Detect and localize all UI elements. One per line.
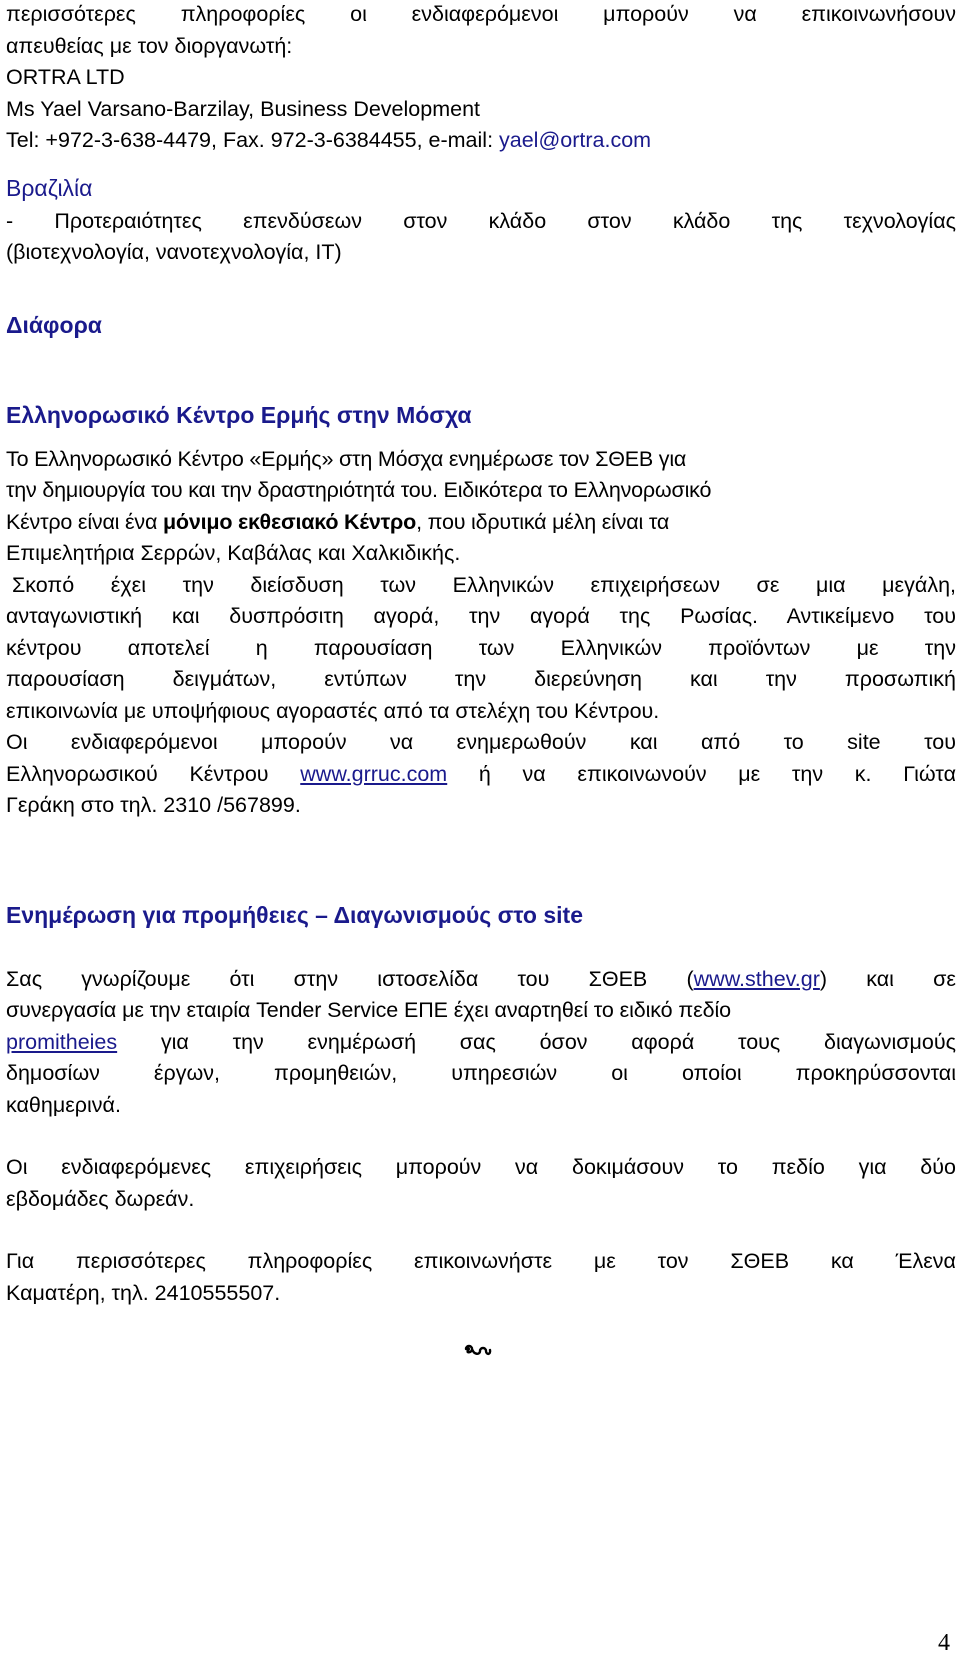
organizer-email-link[interactable]: yael@ortra.com	[499, 128, 652, 152]
tenders-p2-line-1: Οι ενδιαφερόμενες επιχειρήσεις μπορούν να δοκιμάσουν το πεδίο για δύο	[6, 1155, 956, 1179]
hermes-line-2: την δημιουργία του και την δραστηριότητά του. Ειδικότερα το Ελληνορωσικό	[6, 478, 712, 502]
hermes-line-11-post: ή να επικοινωνούν με την κ. Γιώτα	[447, 761, 956, 786]
tenders-p3-line-1: Για περισσότερες πληροφορίες επικοινωνήστε με τον ΣΘΕΒ κα Έλενα	[6, 1249, 956, 1273]
tenders-p1-line-3	[6, 1027, 956, 1059]
sthev-link[interactable]: www.sthev.gr	[693, 966, 820, 991]
organizer-phone: Tel: +972-3-638-4479, Fax. 972-3-6384455, e-mail:	[6, 128, 500, 152]
hermes-line-1: Το Ελληνορωσικό Κέντρο «Ερμής» στη Μόσχα ενημέρωσε τον ΣΘΕΒ για	[6, 446, 687, 471]
hermes-line-3	[6, 507, 956, 539]
intro-line-1: περισσότερες πληροφορίες οι ενδιαφερόμενοι μπορούν να επικοινωνήσουν	[6, 2, 956, 26]
brazil-block	[6, 173, 956, 269]
hermes-line-4: Επιμελητήρια Σερρών, Καβάλας και Χαλκιδικής.	[6, 541, 461, 565]
tenders-block	[6, 900, 956, 1309]
hermes-permanent-center: μόνιμο εκθεσιακό Κέντρο	[162, 509, 417, 534]
hermes-line-3-pre: Κέντρο είναι ένα	[6, 509, 163, 534]
hermes-heading: Ελληνορωσικό Κέντρο Ερμής στην Μόσχα	[6, 402, 472, 428]
intro-block	[6, 0, 956, 157]
hermes-line-11	[6, 759, 956, 791]
hermes-line-5: Σκοπό έχει την διείσδυση των Ελληνικών επιχειρήσεων σε μια μεγάλη,	[12, 572, 956, 597]
intro-line-2: απευθείας με τον διοργανωτή:	[6, 33, 293, 58]
ornament-icon-svg	[464, 1343, 492, 1359]
tenders-p1-line-1-post: ) και σε	[819, 966, 957, 991]
hermes-line-3-post: , που ιδρυτικά μέλη είναι τα	[416, 509, 670, 534]
hermes-line-11-pre: Ελληνορωσικού Κέντρου	[6, 761, 301, 786]
hermes-block	[6, 400, 956, 822]
tenders-heading: Ενημέρωση για προμήθειες – Διαγωνισμούς στο site	[6, 902, 583, 928]
tenders-p1-line-1-pre: Σας γνωρίζουμε ότι στην ιστοσελίδα του ΣΘΕΒ (	[6, 966, 694, 991]
organizer-name: ORTRA LTD	[6, 65, 125, 89]
tenders-p1-line-1	[6, 964, 956, 996]
hermes-line-12: Γεράκη στο τηλ. 2310 /567899.	[6, 793, 301, 817]
hermes-line-10: Οι ενδιαφερόμενοι μπορούν να ενημερωθούν και από το site του	[6, 730, 956, 754]
tenders-p1-line-2: συνεργασία με την εταιρία Tender Service ΕΠΕ έχει αναρτηθεί το ειδικό πεδίο	[6, 998, 732, 1022]
page-number: 4	[938, 1630, 950, 1656]
hermes-line-7: κέντρου αποτελεί η παρουσίαση των Ελληνικών προϊόντων με την	[6, 635, 956, 660]
brazil-line-1: - Προτεραιότητες επενδύσεων στον κλάδο στον κλάδο της τεχνολογίας	[6, 208, 956, 233]
promitheies-link[interactable]: promitheies	[6, 1029, 118, 1054]
brazil-line-2: (βιοτεχνολογία, νανοτεχνολογία, ΙΤ)	[6, 240, 342, 264]
hermes-line-9: επικοινωνία με υποψήφιους αγοραστές από τα στελέχη του Κέντρου.	[6, 698, 660, 723]
tenders-p2-line-2: εβδομάδες δωρεάν.	[6, 1186, 195, 1211]
tenders-p1-line-3-post: για την ενημέρωσή σας όσον αφορά τους διαγωνισμούς	[117, 1029, 956, 1054]
grruc-link[interactable]: www.grruc.com	[300, 761, 448, 786]
misc-heading: Διάφορα	[6, 312, 102, 338]
ornament-icon	[464, 1340, 492, 1364]
hermes-line-8: παρουσίαση δειγμάτων, εντύπων την διερεύνηση και την προσωπική	[6, 667, 956, 691]
tenders-p1-line-5: καθημερινά.	[6, 1092, 121, 1117]
tenders-p1-line-4: δημοσίων έργων, προμηθειών, υπηρεσιών οι οποίοι προκηρύσσονται	[6, 1061, 956, 1085]
organizer-phone-line	[6, 125, 956, 157]
brazil-heading: Βραζιλία	[6, 175, 93, 201]
hermes-line-6: ανταγωνιστική και δυσπρόσιτη αγορά, την αγορά της Ρωσίας. Αντικείμενο του	[6, 604, 956, 628]
organizer-contact: Ms Yael Varsano-Barzilay, Business Development	[6, 96, 481, 121]
tenders-p3-line-2: Καματέρη, τηλ. 2410555507.	[6, 1280, 281, 1305]
